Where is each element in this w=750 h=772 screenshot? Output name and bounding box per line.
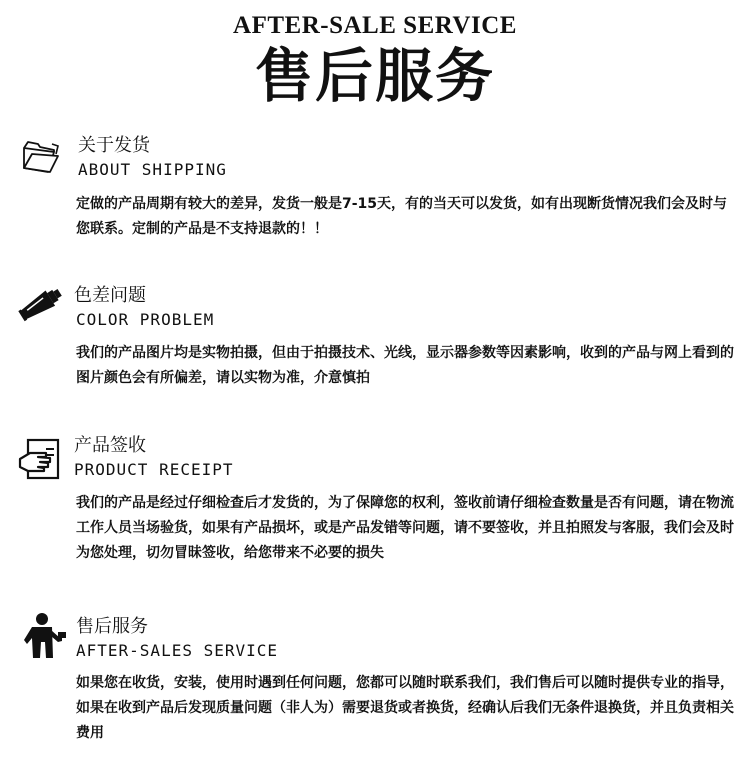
header-title-en: AFTER-SALE SERVICE (233, 12, 517, 39)
section-after-sales (0, 612, 750, 762)
section-title-en: COLOR PROBLEM (76, 310, 215, 329)
service-person-icon (20, 612, 68, 660)
section-color-problem (0, 283, 750, 393)
folder-icon (18, 138, 62, 176)
section-body: 如果您在收货，安装，使用时遇到任何问题，您都可以随时联系我们，我们售后可以随时提供专业的指导，如果在收到产品后发现质量问题（非人为）需要退货或者换货，经确认后我们无条件退换货，并且负责相关费用 (76, 675, 734, 741)
section-shipping (0, 130, 750, 240)
section-body: 定做的产品周期有较大的差异，发货一般是7-15天，有的当天可以发货，如有出现断货情况我们会及时与您联系。定制的产品是不支持退款的！！ (76, 196, 728, 237)
page-header (0, 12, 750, 108)
section-body: 我们的产品是经过仔细检查后才发货的，为了保障您的权利，签收前请仔细检查数量是否有问题，请在物流工作人员当场验货，如果有产品损坏，或是产品发错等问题，请不要签收，并且拍照发与客服，我们会及时为您处理，切勿冒昧签收，给您带来不必要的损失 (76, 495, 734, 561)
section-title-cn: 色差问题 (74, 285, 146, 306)
section-body: 我们的产品图片均是实物拍摄，但由于拍摄技术、光线，显示器参数等因素影响，收到的产品与网上看到的图片颜色会有所偏差，请以实物为准，介意慎拍 (76, 345, 734, 386)
section-title-cn: 产品签收 (74, 435, 146, 456)
header-title-cn: 售后服务 (254, 42, 495, 110)
section-title-cn: 关于发货 (78, 135, 150, 156)
paint-tube-icon (14, 283, 68, 325)
section-title-en: ABOUT SHIPPING (78, 160, 227, 179)
section-title-en: AFTER-SALES SERVICE (76, 641, 279, 660)
section-product-receipt (0, 433, 750, 573)
hand-receipt-icon (16, 437, 66, 483)
section-title-cn: 售后服务 (76, 616, 148, 637)
section-title-en: PRODUCT RECEIPT (74, 460, 234, 479)
